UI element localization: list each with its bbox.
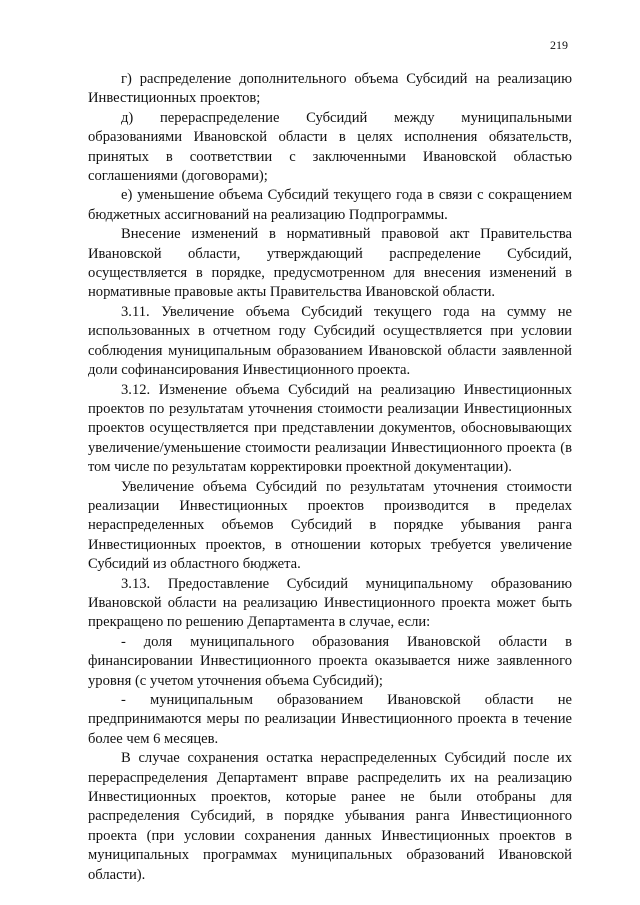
paragraph-condition-share: - доля муниципального образования Ивановской области в финансировании Инвестиционного проекта оказывается ниже заявленного уровня (с учетом уточнения объема Субсидий); xyxy=(88,633,572,689)
paragraph-3-13: 3.13. Предоставление Субсидий муниципальному образованию Ивановской области на реализацию Инвестиционного проекта может быть прекращено по решению Департамента в случае, если: xyxy=(88,575,572,631)
paragraph-3-12: 3.12. Изменение объема Субсидий на реализацию Инвестиционных проектов по результатам уточнения стоимости реализации Инвестиционных проектов осуществляется при представлении документов, обосновывающих увеличение/уменьшение стоимости реализации Инвестиционного проекта (в том числе по результатам корректировки проектной документации). xyxy=(88,381,572,476)
paragraph-item-g: г) распределение дополнительного объема Субсидий на реализацию Инвестиционных проектов; xyxy=(88,71,572,107)
paragraph-item-d: д) перераспределение Субсидий между муниципальными образованиями Ивановской области в целях исполнения обязательств, принятых в соответствии с заключенными Ивановской областью соглашениями (договорами); xyxy=(88,109,572,185)
paragraph-increase: Увеличение объема Субсидий по результатам уточнения стоимости реализации Инвестиционных проектов производится в пределах нераспределенных объемов Субсидий в порядке убывания ранга Инвестиционных проектов, в отношении которых требуется увеличение Субсидий из областного бюджета. xyxy=(88,478,572,573)
paragraph-remainder: В случае сохранения остатка нераспределенных Субсидий после их перераспределения Департамент вправе распределить их на реализацию Инвестиционных проектов, которые ранее не были отобраны для распределения Субсидий, в порядке убывания ранга Инвестиционного проекта (при условии сохранения данных Инвестиционных проектов в муниципальных программах муниципальных образований Ивановской области). xyxy=(88,750,572,883)
page-number: 219 xyxy=(550,38,568,52)
paragraph-3-11: 3.11. Увеличение объема Субсидий текущего года на сумму не использованных в отчетном году Субсидий осуществляется при условии соблюдения муниципальным образованием Ивановской области заявленной доли софинансирования Инвестиционного проекта. xyxy=(88,303,572,379)
paragraph-condition-inaction: - муниципальным образованием Ивановской области не предпринимаются меры по реализации Инвестиционного проекта в течение более чем 6 месяцев. xyxy=(88,692,572,747)
document-body xyxy=(88,70,572,885)
paragraph-amendments: Внесение изменений в нормативный правовой акт Правительства Ивановской области, утверждающий распределение Субсидий, осуществляется в порядке, предусмотренном для внесения изменений в нормативные правовые акты Правительства Ивановской области. xyxy=(88,226,572,301)
paragraph-item-e: е) уменьшение объема Субсидий текущего года в связи с сокращением бюджетных ассигнований на реализацию Подпрограммы. xyxy=(88,187,572,223)
